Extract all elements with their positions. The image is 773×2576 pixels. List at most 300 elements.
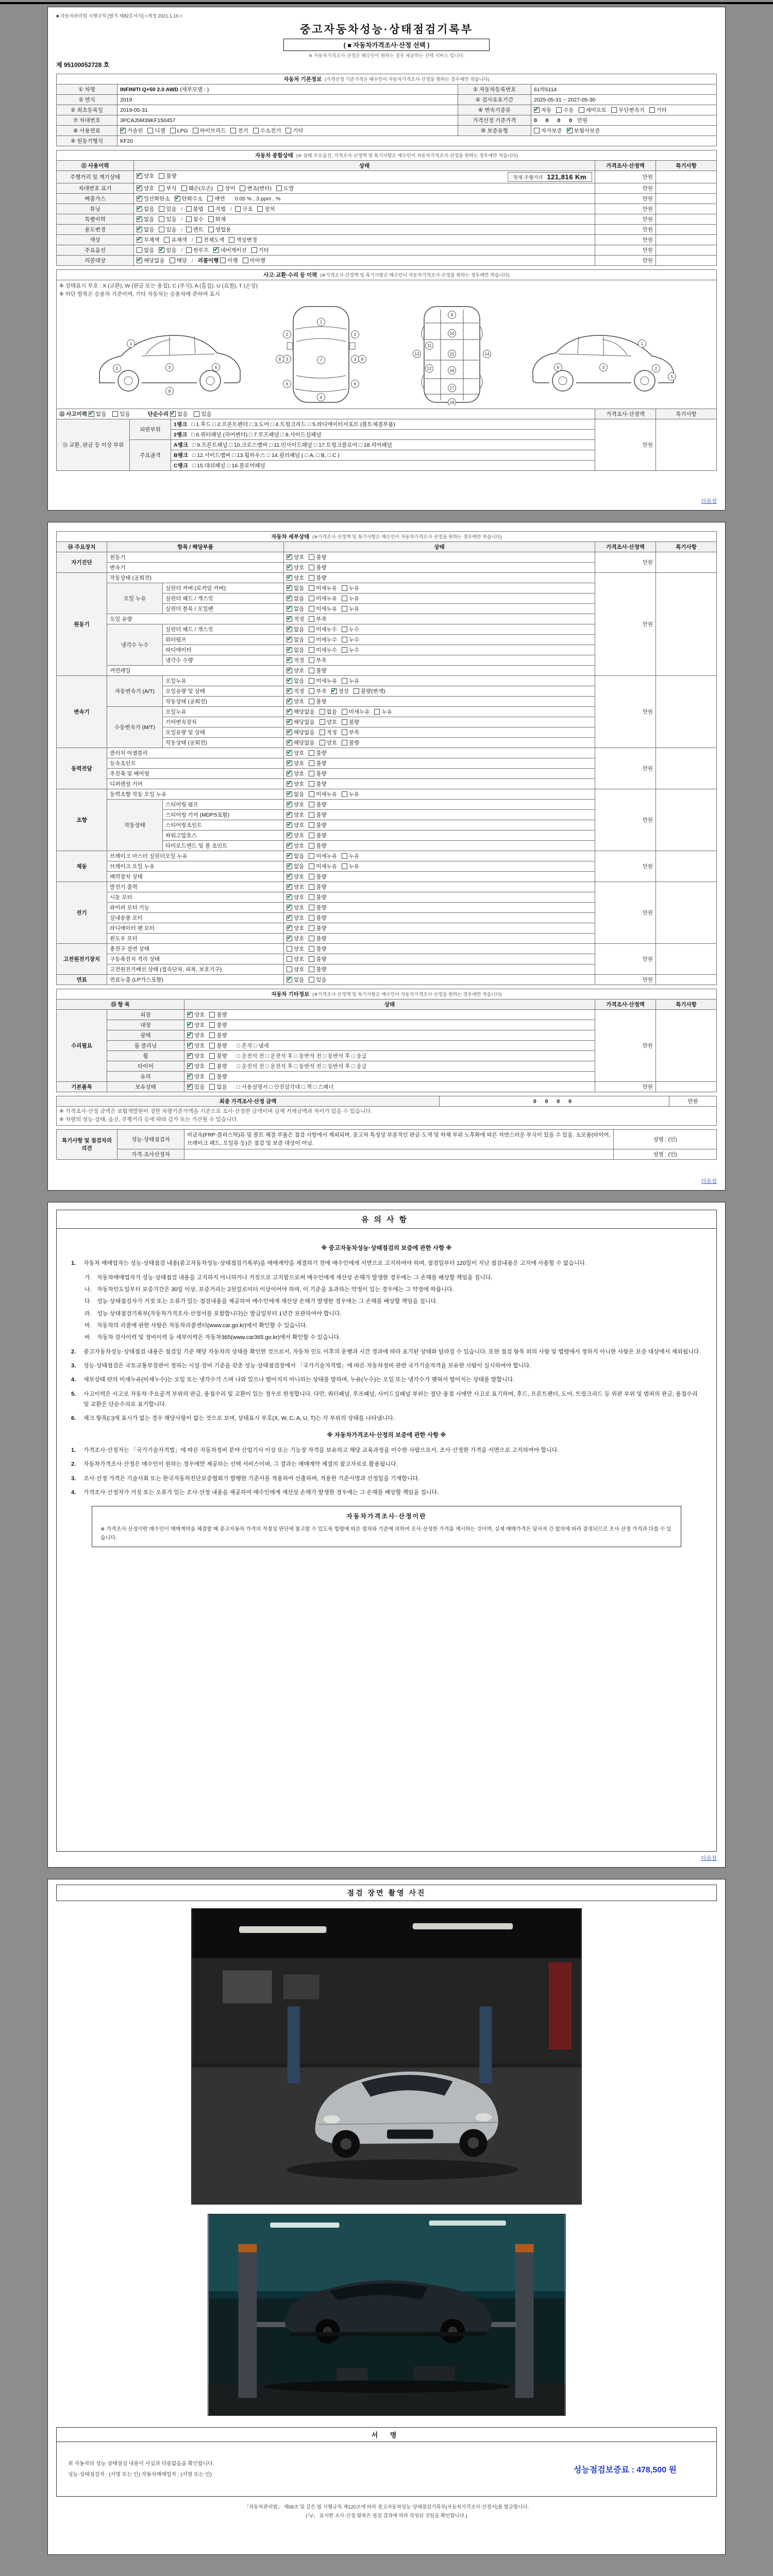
- checkbox-icon[interactable]: [556, 107, 562, 113]
- checkbox-icon[interactable]: [89, 411, 94, 417]
- option-양호[interactable]: [187, 1022, 205, 1028]
- option-불량[interactable]: [309, 967, 326, 973]
- checkbox-icon[interactable]: [342, 791, 347, 797]
- option-양호[interactable]: [187, 1063, 205, 1070]
- option-없음[interactable]: [287, 977, 304, 983]
- checkbox-icon[interactable]: [309, 812, 314, 818]
- checkbox-icon[interactable]: [120, 128, 126, 133]
- option-있음[interactable]: [194, 411, 211, 417]
- checkbox-icon[interactable]: [567, 128, 573, 133]
- option-누수[interactable]: [342, 647, 359, 653]
- checkbox-icon[interactable]: [309, 688, 314, 694]
- option-양호[interactable]: [287, 946, 304, 952]
- checkbox-icon[interactable]: [287, 730, 292, 735]
- checkbox-icon[interactable]: [320, 719, 325, 725]
- option-누유[interactable]: [374, 709, 392, 715]
- next-page-link[interactable]: 다음장: [701, 498, 717, 504]
- option-양호[interactable]: [287, 750, 304, 756]
- option-불량[interactable]: [209, 1043, 227, 1049]
- checkbox-icon[interactable]: [287, 647, 292, 653]
- checkbox-icon[interactable]: [208, 216, 214, 222]
- checkbox-icon[interactable]: [253, 128, 259, 133]
- option-자가보증[interactable]: [534, 128, 562, 134]
- checkbox-icon[interactable]: [331, 688, 337, 694]
- checkbox-icon[interactable]: [187, 1063, 193, 1069]
- checkbox-icon[interactable]: [309, 554, 314, 560]
- checkbox-icon[interactable]: [309, 606, 314, 612]
- checkbox-icon[interactable]: [309, 925, 314, 931]
- option-하이브리드[interactable]: [193, 128, 226, 134]
- option-불량[interactable]: [342, 719, 359, 725]
- checkbox-icon[interactable]: [159, 185, 164, 191]
- option-없음[interactable]: [287, 863, 304, 870]
- option-없음[interactable]: [137, 247, 154, 253]
- option-가솔린[interactable]: [120, 128, 143, 134]
- checkbox-icon[interactable]: [137, 196, 142, 201]
- checkbox-icon[interactable]: [170, 258, 175, 263]
- checkbox-icon[interactable]: [287, 771, 292, 776]
- checkbox-icon[interactable]: [287, 967, 292, 972]
- checkbox-icon[interactable]: [287, 606, 292, 612]
- checkbox-icon[interactable]: [342, 585, 347, 591]
- option-불량[interactable]: [309, 802, 326, 808]
- checkbox-icon[interactable]: [181, 185, 187, 191]
- option-불량[interactable]: [159, 173, 176, 179]
- option-없음[interactable]: [287, 853, 304, 859]
- option-양호[interactable]: [287, 565, 304, 571]
- option-양호[interactable]: [320, 719, 337, 725]
- option-불법[interactable]: [186, 206, 204, 212]
- checkbox-icon[interactable]: [137, 173, 142, 179]
- checkbox-icon[interactable]: [287, 668, 292, 673]
- option-없음[interactable]: [287, 606, 304, 612]
- checkbox-icon[interactable]: [251, 247, 257, 253]
- checkbox-icon[interactable]: [309, 760, 314, 766]
- checkbox-icon[interactable]: [220, 258, 226, 263]
- checkbox-icon[interactable]: [187, 1053, 193, 1059]
- checkbox-icon[interactable]: [186, 247, 192, 253]
- option-없음[interactable]: [137, 227, 154, 233]
- checkbox-icon[interactable]: [208, 206, 214, 212]
- option-없음[interactable]: [320, 709, 337, 715]
- option-누유[interactable]: [342, 596, 359, 602]
- option-색상변경[interactable]: [229, 237, 257, 243]
- checkbox-icon[interactable]: [342, 719, 347, 725]
- option-없음[interactable]: [287, 585, 304, 591]
- checkbox-icon[interactable]: [287, 709, 292, 715]
- checkbox-icon[interactable]: [309, 967, 314, 972]
- option-불량[interactable]: [309, 822, 326, 828]
- checkbox-icon[interactable]: [229, 237, 234, 243]
- checkbox-icon[interactable]: [187, 1074, 193, 1079]
- checkbox-icon[interactable]: [287, 637, 292, 642]
- checkbox-icon[interactable]: [209, 1074, 215, 1079]
- checkbox-icon[interactable]: [309, 657, 314, 663]
- checkbox-icon[interactable]: [287, 596, 292, 601]
- option-전체도색[interactable]: [196, 237, 225, 243]
- option-미세누수[interactable]: [309, 647, 337, 653]
- option-있음[interactable]: [159, 206, 176, 212]
- option-양호[interactable]: [287, 967, 304, 973]
- checkbox-icon[interactable]: [287, 585, 292, 591]
- option-없음[interactable]: [209, 1084, 227, 1090]
- option-썬루프[interactable]: [186, 247, 209, 253]
- option-불량[interactable]: [309, 843, 326, 849]
- option-양호[interactable]: [287, 905, 304, 911]
- option-미세누수[interactable]: [309, 637, 337, 643]
- option-탄화수소[interactable]: [175, 196, 203, 202]
- checkbox-icon[interactable]: [137, 227, 142, 232]
- option-불량[interactable]: [309, 668, 326, 674]
- checkbox-icon[interactable]: [342, 678, 347, 684]
- checkbox-icon[interactable]: [354, 688, 359, 694]
- checkbox-icon[interactable]: [175, 196, 180, 201]
- option-수동[interactable]: [556, 107, 574, 113]
- option-화재[interactable]: [208, 216, 226, 223]
- checkbox-icon[interactable]: [285, 128, 291, 133]
- checkbox-icon[interactable]: [276, 185, 282, 191]
- checkbox-icon[interactable]: [534, 128, 540, 133]
- option-있음[interactable]: [159, 227, 176, 233]
- checkbox-icon[interactable]: [187, 1032, 193, 1038]
- checkbox-icon[interactable]: [287, 874, 292, 879]
- checkbox-icon[interactable]: [287, 760, 292, 766]
- option-불량[interactable]: [342, 740, 359, 746]
- option-디젤[interactable]: [147, 128, 165, 134]
- option-불량[interactable]: [309, 699, 326, 705]
- checkbox-icon[interactable]: [342, 606, 347, 612]
- checkbox-icon[interactable]: [309, 956, 314, 962]
- checkbox-icon[interactable]: [240, 185, 245, 191]
- option-미세누유[interactable]: [309, 853, 337, 859]
- option-양호[interactable]: [287, 833, 304, 839]
- checkbox-icon[interactable]: [287, 678, 292, 684]
- checkbox-icon[interactable]: [159, 216, 164, 222]
- checkbox-icon[interactable]: [309, 699, 314, 704]
- option-양호[interactable]: [287, 575, 304, 581]
- option-불량[interactable]: [309, 936, 326, 942]
- option-구조[interactable]: [235, 206, 253, 212]
- option-미세누유[interactable]: [309, 791, 337, 798]
- checkbox-icon[interactable]: [287, 575, 292, 581]
- checkbox-icon[interactable]: [186, 227, 192, 232]
- checkbox-icon[interactable]: [342, 647, 347, 653]
- option-부식[interactable]: [159, 185, 176, 192]
- checkbox-icon[interactable]: [287, 925, 292, 931]
- option-불량[interactable]: [309, 925, 326, 931]
- option-불량[interactable]: [309, 915, 326, 921]
- option-불량[interactable]: [309, 771, 326, 777]
- option-해당없음[interactable]: [137, 258, 165, 264]
- option-누유[interactable]: [342, 791, 359, 798]
- option-세미오토[interactable]: [579, 107, 607, 113]
- checkbox-icon[interactable]: [193, 128, 198, 133]
- option-침수[interactable]: [186, 216, 204, 223]
- checkbox-icon[interactable]: [309, 936, 314, 941]
- checkbox-icon[interactable]: [287, 905, 292, 910]
- option-있음[interactable]: [112, 411, 130, 417]
- next-page-link[interactable]: 다음장: [701, 1855, 717, 1861]
- checkbox-icon[interactable]: [186, 206, 192, 212]
- option-없음[interactable]: [287, 637, 304, 643]
- checkbox-icon[interactable]: [649, 107, 655, 113]
- option-없음[interactable]: [287, 791, 304, 798]
- option-불량[interactable]: [309, 565, 326, 571]
- option-양호[interactable]: [287, 843, 304, 849]
- option-불량[interactable]: [309, 833, 326, 839]
- checkbox-icon[interactable]: [309, 616, 314, 622]
- checkbox-icon[interactable]: [342, 709, 347, 715]
- checkbox-icon[interactable]: [137, 206, 142, 212]
- checkbox-icon[interactable]: [309, 946, 314, 952]
- checkbox-icon[interactable]: [187, 1012, 193, 1018]
- checkbox-icon[interactable]: [287, 915, 292, 921]
- checkbox-icon[interactable]: [320, 730, 325, 735]
- checkbox-icon[interactable]: [287, 750, 292, 756]
- checkbox-icon[interactable]: [257, 206, 263, 212]
- checkbox-icon[interactable]: [287, 894, 292, 900]
- option-정상[interactable]: [331, 688, 349, 694]
- option-불량[interactable]: [309, 905, 326, 911]
- checkbox-icon[interactable]: [209, 1063, 215, 1069]
- option-양호[interactable]: [287, 771, 304, 777]
- checkbox-icon[interactable]: [159, 247, 164, 253]
- option-불량[interactable]: [309, 946, 326, 952]
- checkbox-icon[interactable]: [287, 946, 292, 952]
- option-도말[interactable]: [276, 185, 294, 192]
- checkbox-icon[interactable]: [287, 863, 292, 869]
- option-미세누유[interactable]: [342, 709, 370, 715]
- checkbox-icon[interactable]: [287, 699, 292, 704]
- checkbox-icon[interactable]: [209, 1043, 215, 1048]
- option-무단변속기[interactable]: [611, 107, 645, 113]
- checkbox-icon[interactable]: [159, 206, 164, 212]
- checkbox-icon[interactable]: [320, 709, 325, 715]
- option-불량[interactable]: [309, 884, 326, 890]
- option-있음[interactable]: [159, 216, 176, 223]
- checkbox-icon[interactable]: [309, 585, 314, 591]
- option-양호[interactable]: [287, 956, 304, 962]
- option-LPG[interactable]: [170, 128, 188, 134]
- option-적정[interactable]: [320, 730, 337, 736]
- checkbox-icon[interactable]: [309, 791, 314, 797]
- option-무채색[interactable]: [137, 237, 159, 243]
- option-유채색[interactable]: [164, 237, 187, 243]
- option-렌트[interactable]: [186, 227, 204, 233]
- checkbox-icon[interactable]: [217, 185, 223, 191]
- option-양호[interactable]: [287, 874, 304, 880]
- option-불량[interactable]: [309, 750, 326, 756]
- checkbox-icon[interactable]: [209, 1022, 215, 1028]
- option-네비게이션[interactable]: [213, 247, 247, 253]
- option-양호[interactable]: [287, 668, 304, 674]
- option-미세누유[interactable]: [309, 596, 337, 602]
- option-불량[interactable]: [309, 956, 326, 962]
- checkbox-icon[interactable]: [287, 791, 292, 797]
- checkbox-icon[interactable]: [309, 977, 314, 982]
- checkbox-icon[interactable]: [287, 688, 292, 694]
- option-양호[interactable]: [287, 884, 304, 890]
- checkbox-icon[interactable]: [309, 894, 314, 900]
- checkbox-icon[interactable]: [287, 719, 292, 725]
- option-양호[interactable]: [287, 822, 304, 828]
- checkbox-icon[interactable]: [287, 977, 292, 982]
- option-양호[interactable]: [287, 781, 304, 787]
- checkbox-icon[interactable]: [170, 128, 176, 133]
- checkbox-icon[interactable]: [287, 626, 292, 632]
- checkbox-icon[interactable]: [213, 247, 219, 253]
- checkbox-icon[interactable]: [309, 853, 314, 859]
- option-불량[interactable]: [209, 1063, 227, 1070]
- checkbox-icon[interactable]: [159, 227, 164, 232]
- checkbox-icon[interactable]: [170, 411, 176, 417]
- checkbox-icon[interactable]: [309, 843, 314, 849]
- checkbox-icon[interactable]: [309, 822, 314, 828]
- checkbox-icon[interactable]: [309, 884, 314, 890]
- option-양호[interactable]: [287, 812, 304, 818]
- checkbox-icon[interactable]: [342, 740, 347, 745]
- checkbox-icon[interactable]: [287, 853, 292, 859]
- checkbox-icon[interactable]: [187, 1084, 193, 1090]
- checkbox-icon[interactable]: [209, 1084, 215, 1090]
- checkbox-icon[interactable]: [243, 258, 248, 263]
- checkbox-icon[interactable]: [112, 411, 118, 417]
- option-훼손(오손)[interactable]: [181, 185, 213, 192]
- checkbox-icon[interactable]: [611, 107, 617, 113]
- option-없음[interactable]: [137, 206, 154, 212]
- option-누수[interactable]: [342, 637, 359, 643]
- checkbox-icon[interactable]: [374, 709, 380, 715]
- checkbox-icon[interactable]: [230, 128, 236, 133]
- checkbox-icon[interactable]: [309, 596, 314, 601]
- option-없음[interactable]: [287, 626, 304, 633]
- option-양호[interactable]: [187, 1043, 205, 1049]
- checkbox-icon[interactable]: [287, 616, 292, 622]
- checkbox-icon[interactable]: [287, 554, 292, 560]
- checkbox-icon[interactable]: [159, 173, 164, 179]
- option-양호[interactable]: [187, 1032, 205, 1039]
- option-누유[interactable]: [342, 585, 359, 591]
- option-미세누수[interactable]: [309, 626, 337, 633]
- checkbox-icon[interactable]: [342, 596, 347, 601]
- checkbox-icon[interactable]: [342, 853, 347, 859]
- option-미이행[interactable]: [243, 258, 265, 264]
- option-해당없음[interactable]: [287, 730, 315, 736]
- option-전기[interactable]: [230, 128, 248, 134]
- checkbox-icon[interactable]: [196, 237, 202, 243]
- option-미세누유[interactable]: [309, 606, 337, 612]
- checkbox-icon[interactable]: [320, 740, 325, 745]
- option-누유[interactable]: [342, 678, 359, 684]
- option-양호[interactable]: [137, 173, 154, 179]
- option-양호[interactable]: [287, 894, 304, 901]
- checkbox-icon[interactable]: [209, 1032, 215, 1038]
- checkbox-icon[interactable]: [235, 206, 241, 212]
- option-누수[interactable]: [342, 626, 359, 633]
- option-상이[interactable]: [217, 185, 235, 192]
- option-양호[interactable]: [287, 699, 304, 705]
- checkbox-icon[interactable]: [579, 107, 584, 113]
- option-수소전기[interactable]: [253, 128, 281, 134]
- checkbox-icon[interactable]: [309, 802, 314, 807]
- option-없음[interactable]: [287, 647, 304, 653]
- option-양호[interactable]: [287, 915, 304, 921]
- option-기타[interactable]: [251, 247, 269, 253]
- checkbox-icon[interactable]: [309, 647, 314, 653]
- option-불량[interactable]: [309, 554, 326, 561]
- checkbox-icon[interactable]: [309, 915, 314, 921]
- option-부족[interactable]: [342, 730, 359, 736]
- option-해당없음[interactable]: [287, 740, 315, 746]
- option-해당없음[interactable]: [287, 709, 315, 715]
- checkbox-icon[interactable]: [194, 411, 199, 417]
- option-불량[interactable]: [309, 894, 326, 901]
- checkbox-icon[interactable]: [309, 637, 314, 642]
- option-양호[interactable]: [187, 1053, 205, 1059]
- checkbox-icon[interactable]: [534, 107, 540, 113]
- checkbox-icon[interactable]: [137, 258, 142, 263]
- checkbox-icon[interactable]: [309, 626, 314, 632]
- option-기타[interactable]: [285, 128, 303, 134]
- option-적정[interactable]: [287, 616, 304, 622]
- option-불량[interactable]: [309, 760, 326, 767]
- checkbox-icon[interactable]: [209, 1012, 215, 1018]
- option-있음[interactable]: [187, 1084, 205, 1090]
- next-page-link[interactable]: 다음장: [701, 1178, 717, 1184]
- checkbox-icon[interactable]: [309, 575, 314, 581]
- option-적법[interactable]: [208, 206, 226, 212]
- option-부족[interactable]: [309, 688, 326, 694]
- checkbox-icon[interactable]: [137, 185, 142, 191]
- option-없음[interactable]: [170, 411, 188, 417]
- option-미세누유[interactable]: [309, 678, 337, 684]
- option-보험사보증[interactable]: [567, 128, 600, 134]
- checkbox-icon[interactable]: [342, 730, 347, 735]
- checkbox-icon[interactable]: [287, 781, 292, 787]
- option-해당없음[interactable]: [287, 719, 315, 725]
- option-없음[interactable]: [137, 216, 154, 223]
- checkbox-icon[interactable]: [287, 802, 292, 807]
- option-양호[interactable]: [320, 740, 337, 746]
- option-양호[interactable]: [287, 760, 304, 767]
- checkbox-icon[interactable]: [287, 822, 292, 828]
- option-불량[interactable]: [209, 1022, 227, 1028]
- checkbox-icon[interactable]: [287, 812, 292, 818]
- option-양호[interactable]: [187, 1074, 205, 1080]
- checkbox-icon[interactable]: [309, 905, 314, 910]
- checkbox-icon[interactable]: [287, 657, 292, 663]
- checkbox-icon[interactable]: [309, 565, 314, 570]
- option-누유[interactable]: [342, 853, 359, 859]
- option-부족[interactable]: [309, 657, 326, 664]
- option-있음[interactable]: [309, 977, 326, 983]
- checkbox-icon[interactable]: [309, 678, 314, 684]
- option-일산화탄소[interactable]: [137, 196, 170, 202]
- checkbox-icon[interactable]: [287, 565, 292, 570]
- checkbox-icon[interactable]: [309, 863, 314, 869]
- option-양호[interactable]: [187, 1012, 205, 1018]
- option-영업용[interactable]: [208, 227, 231, 233]
- option-불량[interactable]: [309, 812, 326, 818]
- option-해당[interactable]: [170, 258, 187, 264]
- option-불량[interactable]: [209, 1074, 227, 1080]
- checkbox-icon[interactable]: [208, 227, 214, 232]
- option-있음[interactable]: [159, 247, 176, 253]
- checkbox-icon[interactable]: [342, 637, 347, 642]
- checkbox-icon[interactable]: [309, 668, 314, 673]
- option-불량[interactable]: [209, 1032, 227, 1039]
- checkbox-icon[interactable]: [342, 626, 347, 632]
